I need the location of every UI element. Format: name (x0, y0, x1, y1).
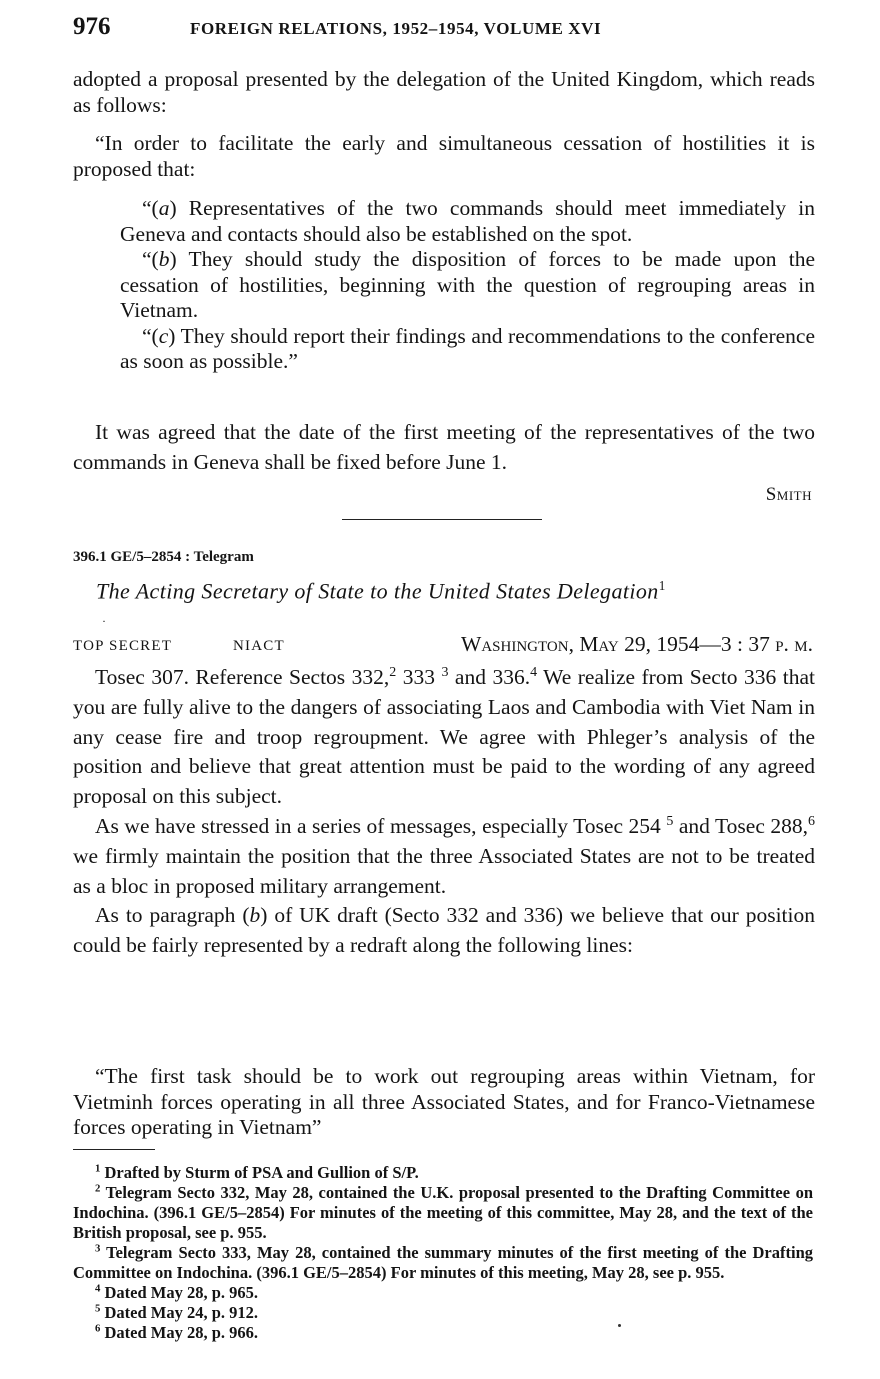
redraft-quote: “The first task should be to work out regrouping areas within Vietnam, for Vietminh forces operating in all three Associated States, and for Franco-Vietnamese forces operating in Vietnam” (73, 1064, 815, 1139)
proposal-item-b: “(b) They should study the disposition of forces to be made upon the cessation of hostilities, beginning with the question of regrouping areas in Vietnam. (120, 247, 815, 322)
footnote-4: $^4$ Dated May 28, p. 965. (95, 1282, 259, 1302)
precedence: NIACT (233, 638, 285, 654)
running-title: FOREIGN RELATIONS, 1952–1954, VOLUME XVI (190, 19, 602, 38)
classification: TOP SECRET (73, 638, 173, 654)
footnote-6: $^6$ Dated May 28, p. 966. (95, 1322, 259, 1342)
footnote-2: $^2$ Telegram Secto 332, May 28, contained the U.K. proposal presented to the Drafting Committee on Indochina. (396.1 GE/5–2854) For minutes of the meeting of this committee, May 28, and the text of the British proposal, see p. 955. (73, 1182, 813, 1242)
quote-lead: “In order to facilitate the early and simultaneous cessation of hostilities it is proposed that: (73, 131, 815, 181)
document-title: The Acting Secretary of State to the United States Delegation$^1$ (96, 578, 666, 604)
proposal-item-a: “(a) Representatives of the two commands should meet immediately in Geneva and contacts should also be established on the spot. (120, 196, 815, 246)
body-paragraph-1: Tosec 307. Reference Sectos 332,$^2$ 333 $^3$ and 336.$^4$ We realize from Secto 336 that you are fully alive to the dangers of associating Laos and Cambodia with Viet Nam in any cease fire and troop regroupment. We agree with Phleger’s analysis of the position and believe that great attention must be paid to the wording of any agreed proposal on this subject. (73, 664, 816, 809)
page-header (73, 13, 813, 43)
agreement-paragraph: It was agreed that the date of the first meeting of the representatives of the two commands in Geneva shall be fixed before June 1. (73, 420, 815, 474)
page-number: 976 (73, 13, 111, 40)
dateline: Washington, May 29, 1954—3 : 37 p. m. (461, 632, 813, 656)
file-reference: 396.1 GE/5–2854 : Telegram (73, 549, 254, 565)
proposal-items (120, 196, 815, 375)
dot-mark: · (102, 614, 106, 628)
signature: Smith (765, 484, 812, 505)
classification-line (73, 632, 813, 660)
footnote-5: $^5$ Dated May 24, p. 912. (95, 1302, 259, 1322)
footnote-3: $^3$ Telegram Secto 333, May 28, contained the summary minutes of the first meeting of the Drafting Committee on Indochina. (396.1 GE/5–2854) For minutes of this meeting, May 28, see p. 955. (73, 1242, 813, 1282)
footnotes (73, 1163, 813, 1343)
footnote-1: $^1$ Drafted by Sturm of PSA and Gullion of S/P. (95, 1162, 419, 1182)
continuation-intro: adopted a proposal presented by the delegation of the United Kingdom, which reads as follows: (73, 67, 815, 117)
telegram-body (73, 663, 815, 961)
stray-mark (618, 1324, 621, 1327)
section-separator (342, 519, 542, 520)
proposal-item-c: “(c) They should report their findings and recommendations to the conference as soon as possible.” (120, 323, 815, 373)
body-paragraph-2: As we have stressed in a series of messages, especially Tosec 254 $^5$ and Tosec 288,$^6$ we firmly maintain the position that the three Associated States are not to be treated as a bloc in proposed military arrangement. (73, 813, 815, 898)
footnote-rule (73, 1149, 155, 1150)
body-paragraph-3: As to paragraph (b) of UK draft (Secto 332 and 336) we believe that our position could be fairly represented by a redraft along the following lines: (73, 903, 815, 958)
